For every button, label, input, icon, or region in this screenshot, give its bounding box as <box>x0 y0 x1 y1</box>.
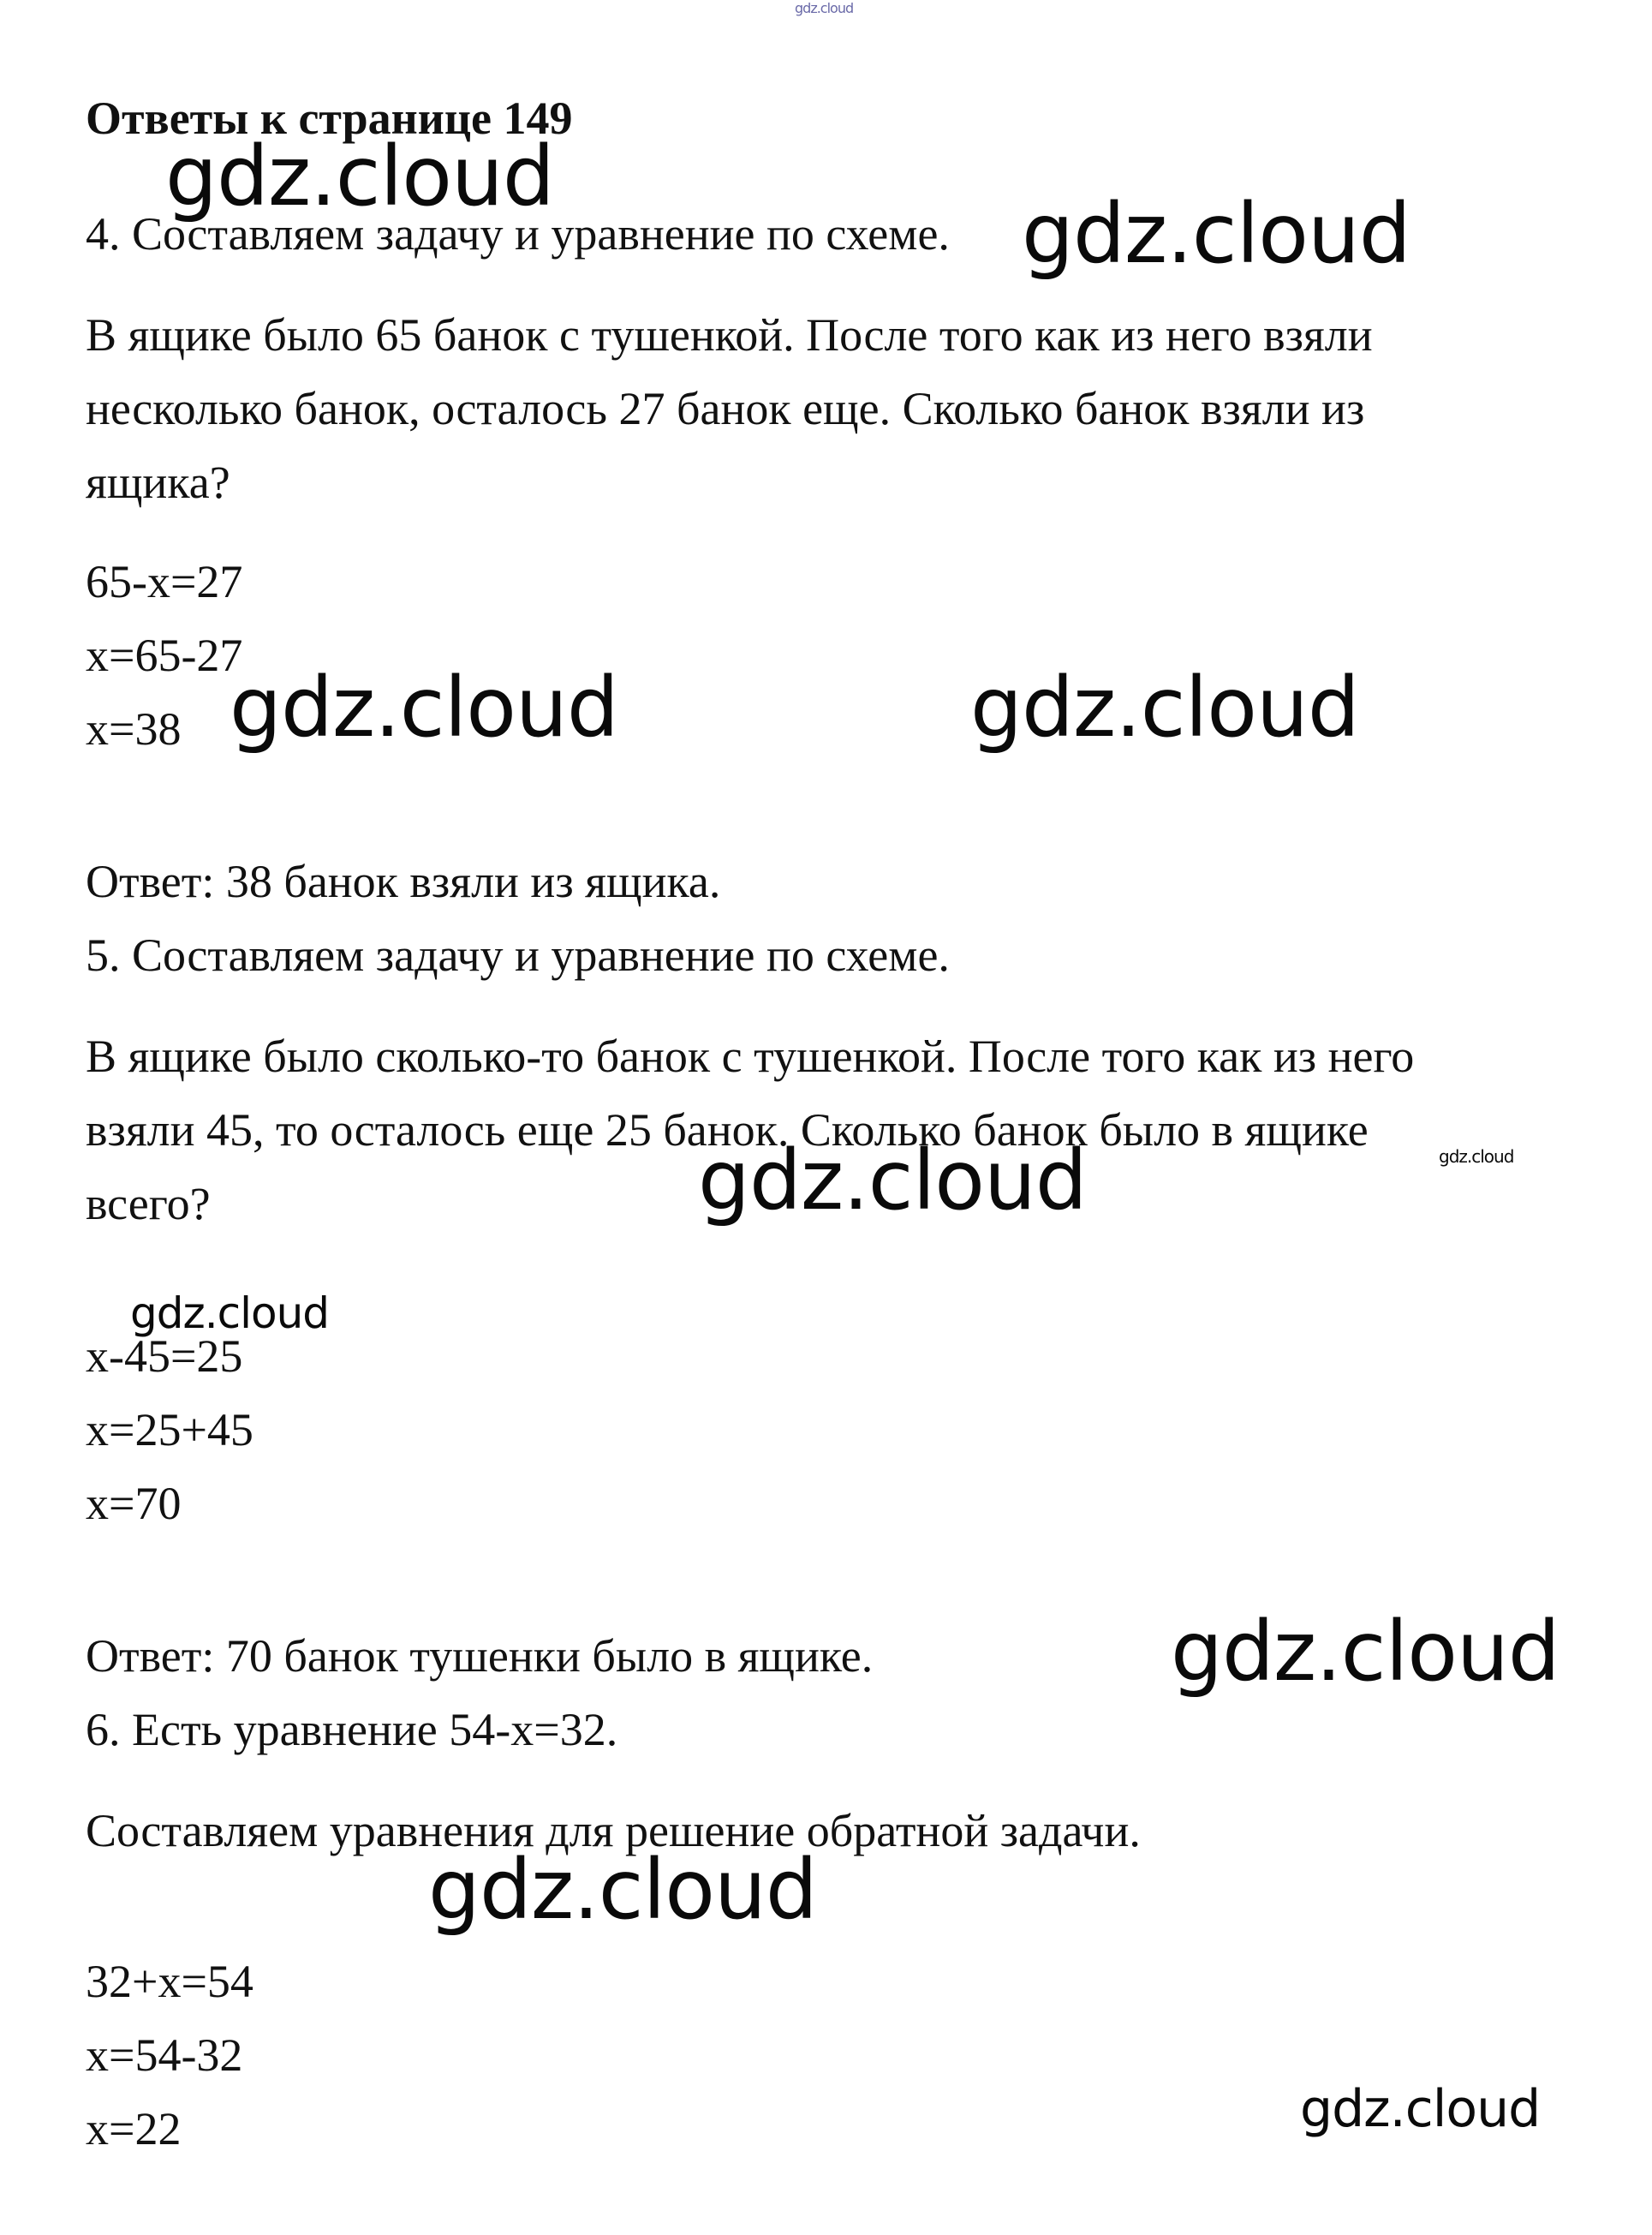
task4-heading: 4. Составляем задачу и уравнение по схеме. <box>86 208 950 260</box>
watermark: gdz.cloud <box>130 1288 330 1338</box>
watermark: gdz.cloud <box>1300 2079 1541 2139</box>
watermark: gdz.cloud <box>428 1842 817 1938</box>
watermark-top: gdz.cloud <box>795 0 854 16</box>
watermark: gdz.cloud <box>165 128 554 224</box>
watermark: gdz.cloud <box>1439 1146 1514 1167</box>
task5-problem-line-2: взяли 45, то осталось еще 25 банок. Сколько банок было в ящике <box>86 1104 1369 1156</box>
task5-problem-line-1: В ящике было сколько-то банок с тушенкой. После того как из него <box>86 1031 1415 1082</box>
task4-equation-2: x=65-27 <box>86 630 243 681</box>
page-title: Ответы к странице 149 <box>86 93 573 144</box>
task5-equation-1: x-45=25 <box>86 1330 243 1382</box>
watermark: gdz.cloud <box>230 660 618 756</box>
watermark: gdz.cloud <box>1171 1604 1560 1700</box>
task4-problem-line-2: несколько банок, осталось 27 банок еще. Сколько банок взяли из <box>86 383 1365 434</box>
task5-equation-3: x=70 <box>86 1478 182 1529</box>
watermark: gdz.cloud <box>970 660 1359 756</box>
task5-answer: Ответ: 70 банок тушенки было в ящике. <box>86 1630 874 1682</box>
task4-equation-3: x=38 <box>86 703 182 755</box>
task6-heading: 6. Есть уравнение 54-x=32. <box>86 1704 618 1755</box>
task4-problem-line-3: ящика? <box>86 457 230 508</box>
task5-heading: 5. Составляем задачу и уравнение по схеме. <box>86 929 950 981</box>
watermark: gdz.cloud <box>698 1132 1087 1228</box>
task6-equation-2: x=54-32 <box>86 2029 243 2081</box>
task6-equation-1: 32+x=54 <box>86 1956 253 2007</box>
watermark: gdz.cloud <box>1022 186 1410 282</box>
task4-problem-line-1: В ящике было 65 банок с тушенкой. После того как из него взяли <box>86 309 1373 361</box>
task6-intro: Составляем уравнения для решение обратной задачи. <box>86 1805 1141 1856</box>
task4-answer: Ответ: 38 банок взяли из ящика. <box>86 856 721 907</box>
task5-equation-2: x=25+45 <box>86 1404 253 1455</box>
task4-equation-1: 65-x=27 <box>86 556 243 607</box>
task6-equation-3: x=22 <box>86 2103 182 2154</box>
task5-problem-line-3: всего? <box>86 1178 211 1229</box>
